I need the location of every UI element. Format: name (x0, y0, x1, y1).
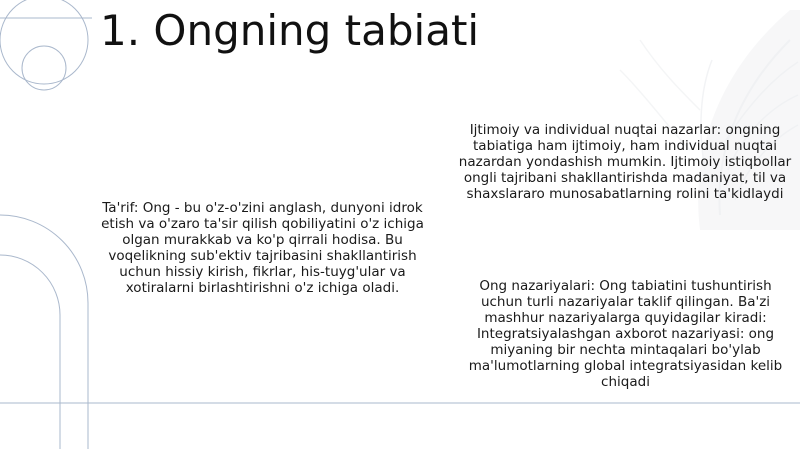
definition-text: Ta'rif: Ong - bu o'z-o'zini anglash, dunyoni idrok etish va o'zaro ta'sir qilish qobiliyatini o'z ichiga olgan murakkab va ko'p qirrali hodisa. Bu voqelikning sub'ektiv tajribasini shakllantirish uchun hissiy kirish, fikrlar, his-tuyg'ular va xotiralarni birlashtirishni o'z ichiga oladi. (101, 200, 424, 296)
decor-arc-left-inner (0, 255, 60, 449)
decor-arc-left (0, 215, 88, 449)
theories-text: Ong nazariyalari: Ong tabiatini tushuntirish uchun turli nazariyalar taklif qilingan. Ba'zi mashhur nazariyalarga quyidagilar kiradi: Integratsiyalashgan axborot nazariyasi: ong miyaning bir nechta mintaqalari bo'ylab ma'lumotlarning global integratsiyasidan kelib chiqadi (468, 278, 783, 390)
slide-title: 1. Ongning tabiati (100, 6, 480, 55)
decor-circle-large (0, 0, 88, 84)
decor-circle-small (22, 46, 66, 90)
perspectives-text: Ijtimoiy va individual nuqtai nazarlar: ongning tabiatiga ham ijtimoiy, ham individual nuqtai nazardan yondashish mumkin. Ijtimoiy istiqbollar ongli tajribani shakllantirishda madaniyat, til va shaxslararo munosabatlarning rolini ta'kidlaydi (458, 122, 792, 202)
